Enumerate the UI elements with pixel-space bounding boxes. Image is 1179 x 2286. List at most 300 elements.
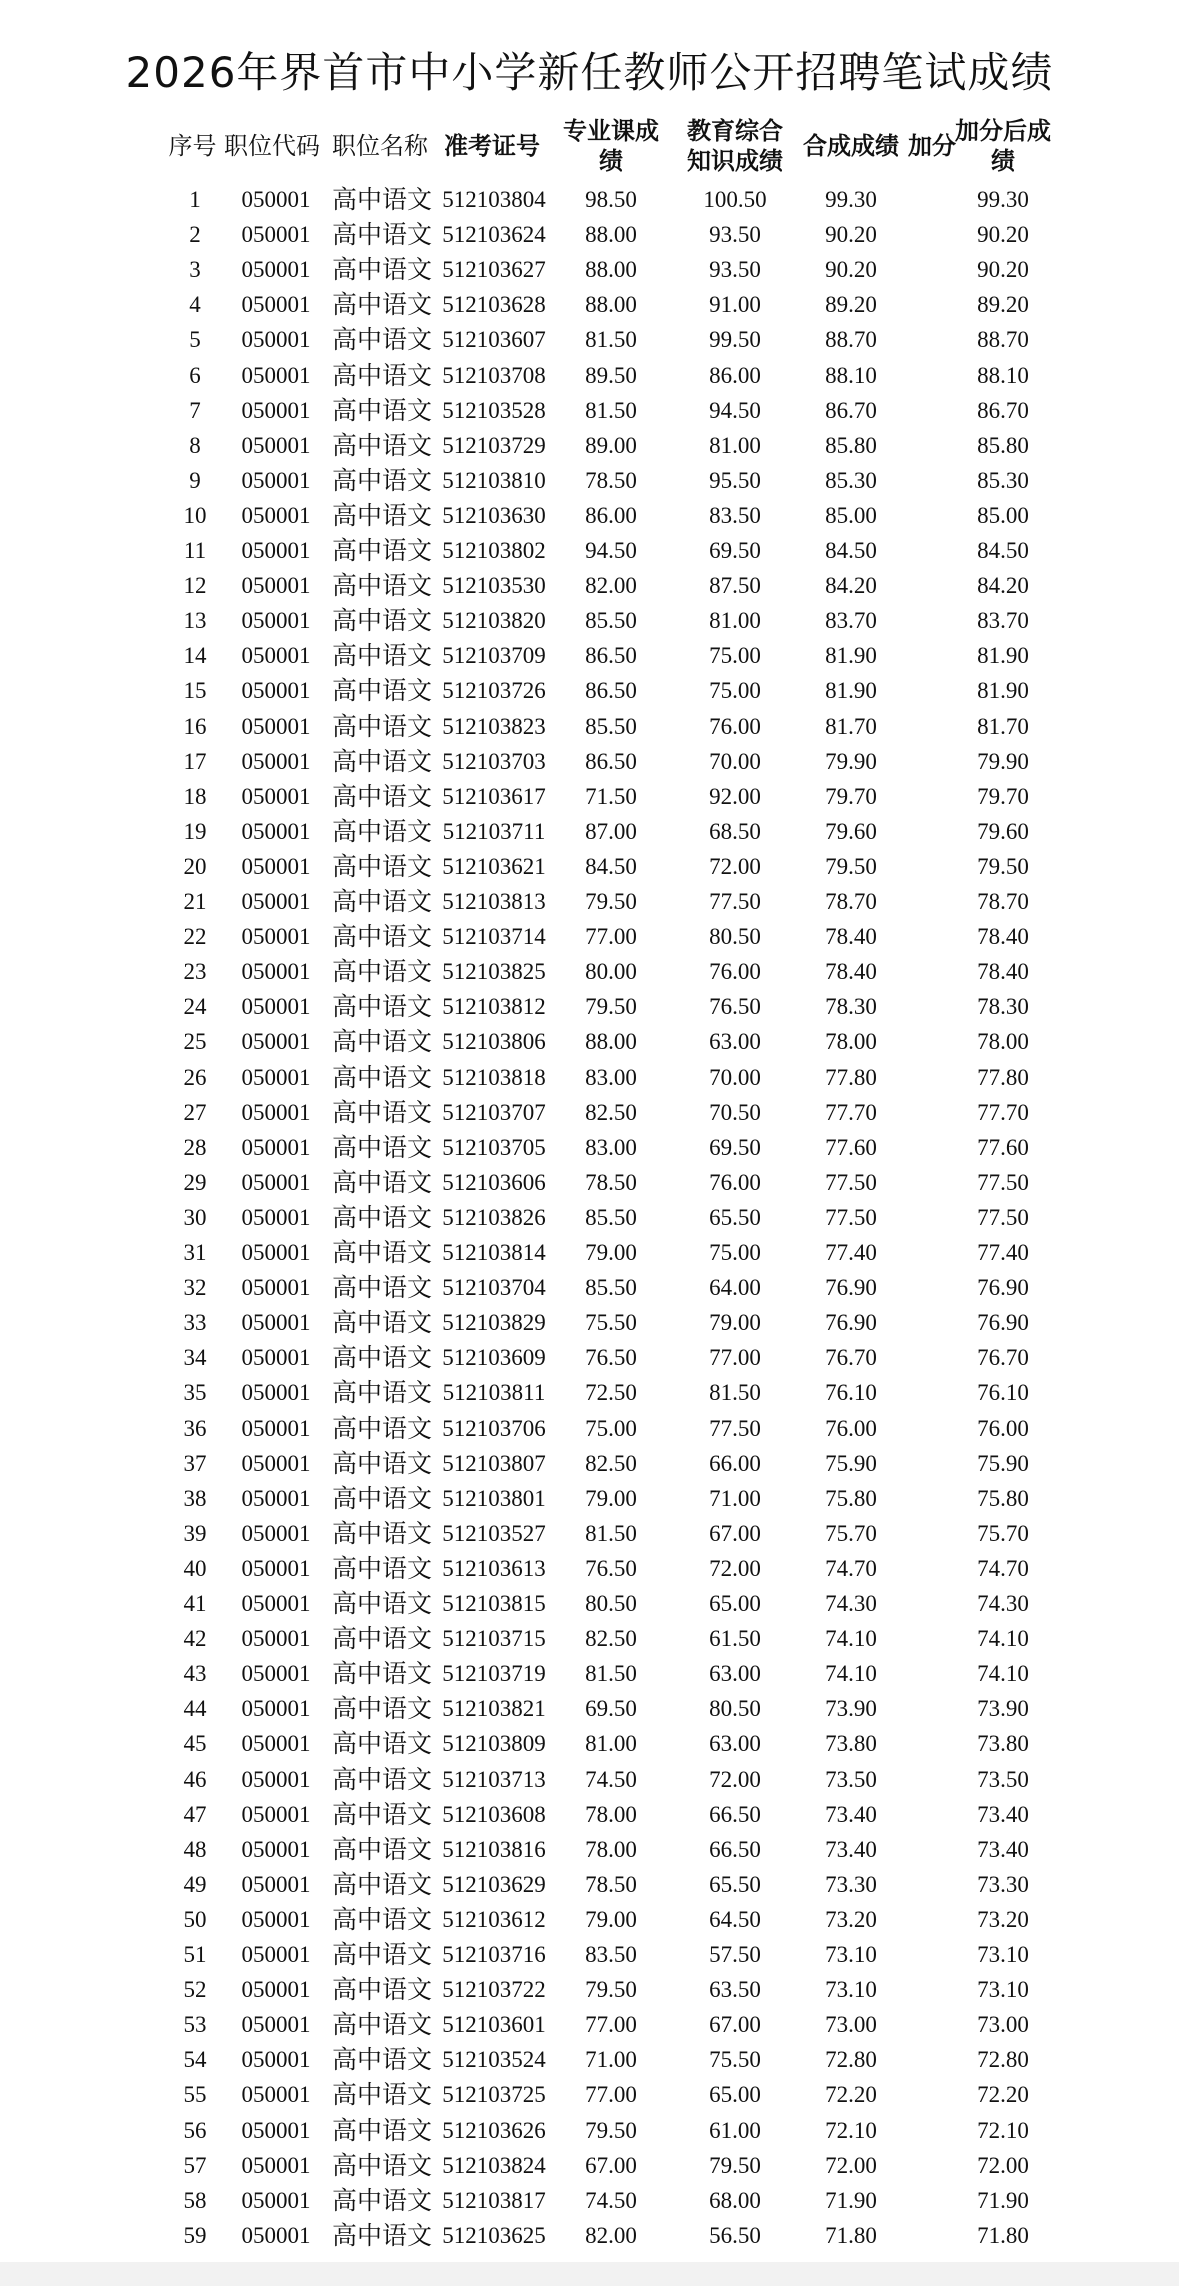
cell-edu-score: 68.50	[709, 818, 761, 844]
cell-job-name: 高中语文	[331, 2115, 432, 2145]
cell-exam-no: 512103713	[442, 1766, 546, 1792]
cell-exam-no: 512103816	[442, 1836, 546, 1862]
cell-job-code: 050001	[241, 2082, 311, 2108]
cell-bonus	[904, 1691, 960, 1726]
cell-job-code: 050001	[241, 608, 311, 634]
cell-bonus	[904, 2218, 960, 2253]
cell-job-name: 高中语文	[331, 711, 432, 741]
cell-edu-score: 75.00	[709, 643, 761, 669]
cell-combined-score: 72.80	[825, 2047, 877, 2073]
cell-final-score: 75.90	[977, 1450, 1029, 1476]
cell-bonus	[904, 1270, 960, 1305]
cell-job-name: 高中语文	[331, 1448, 432, 1478]
cell-major-score: 86.50	[585, 678, 637, 704]
cell-exam-no: 512103801	[442, 1485, 546, 1511]
cell-exam-no: 512103715	[442, 1626, 546, 1652]
cell-job-code: 050001	[241, 1591, 311, 1616]
cell-exam-no: 512103527	[442, 1520, 546, 1546]
cell-job-code: 050001	[241, 889, 311, 914]
cell-job-name: 高中语文	[331, 2220, 432, 2250]
table-row	[0, 568, 1179, 603]
cell-major-score: 81.00	[585, 1731, 637, 1757]
cell-job-code: 050001	[241, 959, 311, 985]
cell-edu-score: 66.50	[709, 1836, 761, 1862]
table-row	[0, 1902, 1179, 1937]
cell-combined-score: 90.20	[825, 257, 877, 283]
cell-major-score: 79.00	[585, 1240, 637, 1265]
cell-major-score: 86.50	[585, 643, 637, 669]
cell-exam-no: 512103708	[442, 362, 546, 388]
cell-edu-score: 67.00	[709, 2012, 761, 2038]
cell-seq: 44	[183, 1696, 207, 1722]
cell-job-code: 050001	[241, 1942, 311, 1967]
cell-seq: 55	[183, 2082, 207, 2108]
cell-job-name: 高中语文	[331, 1132, 432, 1162]
cell-final-score: 79.60	[977, 818, 1029, 844]
cell-seq: 20	[183, 853, 207, 879]
cell-edu-score: 61.50	[709, 1626, 761, 1652]
cell-bonus	[904, 1586, 960, 1621]
cell-job-name: 高中语文	[331, 1343, 432, 1373]
cell-major-score: 76.50	[585, 1345, 637, 1371]
cell-exam-no: 512103617	[442, 783, 546, 809]
cell-combined-score: 75.70	[825, 1520, 877, 1546]
cell-bonus	[904, 1621, 960, 1656]
cell-major-score: 80.50	[585, 1591, 637, 1616]
cell-job-name: 高中语文	[331, 1869, 432, 1899]
cell-edu-score: 63.00	[709, 1661, 761, 1687]
cell-seq: 17	[183, 748, 207, 774]
cell-edu-score: 75.00	[709, 678, 761, 704]
cell-final-score: 75.80	[977, 1485, 1029, 1511]
cell-job-name: 高中语文	[331, 887, 432, 916]
cell-major-score: 82.50	[585, 1099, 637, 1125]
cell-seq: 36	[183, 1415, 207, 1441]
cell-edu-score: 66.50	[709, 1801, 761, 1827]
cell-major-score: 69.50	[585, 1696, 637, 1722]
cell-major-score: 79.50	[585, 2117, 637, 2143]
cell-combined-score: 73.40	[825, 1801, 877, 1827]
cell-edu-score: 86.00	[709, 362, 761, 388]
cell-final-score: 78.40	[977, 924, 1029, 950]
cell-job-code: 050001	[241, 2012, 311, 2038]
table-row	[0, 322, 1179, 357]
cell-job-code: 050001	[241, 1064, 311, 1090]
cell-major-score: 78.00	[585, 1801, 637, 1827]
cell-seq: 15	[183, 678, 207, 704]
cell-seq: 32	[183, 1275, 207, 1301]
cell-bonus	[904, 1937, 960, 1972]
cell-edu-score: 95.50	[709, 467, 761, 493]
cell-major-score: 86.00	[585, 502, 637, 528]
cell-final-score: 73.40	[977, 1801, 1029, 1827]
cell-job-code: 050001	[241, 432, 311, 458]
cell-final-score: 88.10	[977, 362, 1029, 388]
cell-final-score: 85.80	[977, 432, 1029, 458]
cell-job-code: 050001	[241, 1977, 311, 2003]
cell-edu-score: 92.00	[709, 783, 761, 809]
cell-job-code: 050001	[241, 1801, 311, 1827]
table-row	[0, 1024, 1179, 1059]
cell-job-code: 050001	[241, 924, 311, 950]
cell-combined-score: 99.30	[825, 187, 877, 212]
cell-edu-score: 79.50	[709, 2152, 761, 2178]
cell-major-score: 74.50	[585, 1766, 637, 1792]
cell-job-name: 高中语文	[331, 1308, 432, 1338]
cell-edu-score: 83.50	[709, 502, 761, 528]
cell-job-code: 050001	[241, 1485, 311, 1511]
cell-job-code: 050001	[241, 1626, 311, 1652]
cell-final-score: 77.80	[977, 1064, 1029, 1090]
cell-combined-score: 85.30	[825, 467, 877, 493]
cell-major-score: 76.50	[585, 1555, 637, 1581]
cell-seq: 30	[183, 1204, 207, 1230]
table-row	[0, 638, 1179, 673]
cell-combined-score: 72.00	[825, 2152, 877, 2178]
cell-bonus	[904, 2042, 960, 2077]
cell-final-score: 75.70	[977, 1520, 1029, 1546]
cell-final-score: 73.10	[977, 1977, 1029, 2003]
header-final-score: 加分后成绩	[955, 117, 1051, 175]
cell-combined-score: 77.70	[825, 1099, 877, 1125]
cell-exam-no: 512103630	[442, 502, 546, 528]
cell-edu-score: 75.50	[709, 2047, 761, 2073]
cell-seq: 34	[183, 1345, 207, 1371]
cell-job-name: 高中语文	[331, 465, 432, 495]
cell-seq: 13	[183, 608, 207, 634]
cell-major-score: 71.00	[585, 2047, 637, 2073]
cell-job-name: 高中语文	[331, 1238, 432, 1267]
cell-exam-no: 512103607	[442, 327, 546, 353]
cell-seq: 14	[183, 643, 207, 669]
table-row	[0, 1095, 1179, 1130]
cell-combined-score: 81.90	[825, 643, 877, 669]
cell-exam-no: 512103621	[442, 853, 546, 879]
cell-combined-score: 79.90	[825, 748, 877, 774]
cell-seq: 2	[189, 222, 201, 248]
cell-exam-no: 512103729	[442, 432, 546, 458]
cell-combined-score: 76.70	[825, 1345, 877, 1371]
cell-seq: 38	[183, 1485, 207, 1511]
table-row	[0, 989, 1179, 1024]
cell-combined-score: 84.20	[825, 573, 877, 599]
cell-combined-score: 73.20	[825, 1906, 877, 1932]
cell-exam-no: 512103707	[442, 1099, 546, 1125]
cell-seq: 27	[183, 1099, 207, 1125]
cell-exam-no: 512103829	[442, 1310, 546, 1336]
cell-exam-no: 512103711	[442, 818, 546, 844]
cell-bonus	[904, 393, 960, 428]
cell-edu-score: 72.00	[709, 1555, 761, 1581]
cell-final-score: 84.50	[977, 538, 1029, 563]
cell-combined-score: 74.30	[825, 1591, 877, 1616]
table-row	[0, 1972, 1179, 2007]
table-row	[0, 1446, 1179, 1481]
cell-job-code: 050001	[241, 257, 311, 283]
cell-final-score: 77.50	[977, 1204, 1029, 1230]
cell-job-name: 高中语文	[331, 1027, 432, 1057]
cell-job-code: 050001	[241, 327, 311, 353]
cell-job-name: 高中语文	[331, 1764, 432, 1794]
cell-job-name: 高中语文	[331, 851, 432, 881]
cell-combined-score: 77.80	[825, 1064, 877, 1090]
cell-exam-no: 512103804	[442, 187, 546, 212]
cell-major-score: 89.00	[585, 432, 637, 458]
table-row	[0, 1481, 1179, 1516]
cell-job-name: 高中语文	[331, 1097, 432, 1127]
cell-job-name: 高中语文	[331, 1062, 432, 1092]
cell-major-score: 79.50	[585, 994, 637, 1020]
cell-job-name: 高中语文	[331, 500, 432, 530]
cell-seq: 4	[189, 292, 201, 318]
cell-bonus	[904, 217, 960, 252]
cell-major-score: 82.00	[585, 573, 637, 599]
cell-exam-no: 512103705	[442, 1134, 546, 1160]
cell-final-score: 73.20	[977, 1906, 1029, 1932]
table-row	[0, 1762, 1179, 1797]
cell-edu-score: 77.50	[709, 889, 761, 914]
cell-bonus	[904, 1867, 960, 1902]
cell-major-score: 75.00	[585, 1415, 637, 1441]
cell-final-score: 71.90	[977, 2187, 1029, 2213]
cell-exam-no: 512103821	[442, 1696, 546, 1722]
cell-job-code: 050001	[241, 1204, 311, 1230]
cell-exam-no: 512103601	[442, 2012, 546, 2038]
cell-job-code: 050001	[241, 1345, 311, 1371]
cell-final-score: 74.30	[977, 1591, 1029, 1616]
cell-job-name: 高中语文	[331, 1553, 432, 1583]
cell-final-score: 73.90	[977, 1696, 1029, 1722]
cell-exam-no: 512103802	[442, 538, 546, 563]
cell-final-score: 71.80	[977, 2222, 1029, 2248]
cell-job-name: 高中语文	[331, 2185, 432, 2215]
cell-bonus	[904, 814, 960, 849]
cell-job-name: 高中语文	[331, 1834, 432, 1864]
cell-exam-no: 512103810	[442, 467, 546, 493]
cell-bonus	[904, 603, 960, 638]
cell-combined-score: 79.70	[825, 783, 877, 809]
cell-final-score: 84.20	[977, 573, 1029, 599]
cell-major-score: 75.50	[585, 1310, 637, 1336]
cell-combined-score: 78.00	[825, 1029, 877, 1055]
cell-exam-no: 512103608	[442, 1801, 546, 1827]
cell-edu-score: 70.00	[709, 748, 761, 774]
cell-major-score: 83.50	[585, 1942, 637, 1967]
cell-bonus	[904, 1762, 960, 1797]
cell-job-code: 050001	[241, 1520, 311, 1546]
cell-exam-no: 512103719	[442, 1661, 546, 1687]
cell-job-code: 050001	[241, 1240, 311, 1265]
cell-final-score: 76.10	[977, 1380, 1029, 1406]
cell-job-name: 高中语文	[331, 1518, 432, 1548]
cell-combined-score: 71.80	[825, 2222, 877, 2248]
cell-edu-score: 93.50	[709, 257, 761, 283]
cell-final-score: 77.60	[977, 1134, 1029, 1160]
cell-job-name: 高中语文	[331, 220, 432, 250]
cell-final-score: 73.40	[977, 1836, 1029, 1862]
cell-exam-no: 512103807	[442, 1450, 546, 1476]
cell-seq: 10	[183, 502, 207, 528]
table-row	[0, 1726, 1179, 1761]
cell-edu-score: 91.00	[709, 292, 761, 318]
cell-exam-no: 512103809	[442, 1731, 546, 1757]
cell-major-score: 72.50	[585, 1380, 637, 1406]
cell-edu-score: 81.00	[709, 608, 761, 634]
table-row	[0, 2007, 1179, 2042]
cell-seq: 57	[183, 2152, 207, 2178]
cell-final-score: 73.30	[977, 1871, 1029, 1897]
cell-bonus	[904, 1516, 960, 1551]
document-title: 2026年界首市中小学新任教师公开招聘笔试成绩	[125, 48, 1054, 97]
cell-exam-no: 512103530	[442, 573, 546, 599]
cell-major-score: 81.50	[585, 327, 637, 353]
cell-job-code: 050001	[241, 1169, 311, 1195]
cell-seq: 58	[183, 2187, 207, 2213]
cell-edu-score: 77.50	[709, 1415, 761, 1441]
cell-bonus	[904, 779, 960, 814]
cell-job-code: 050001	[241, 713, 311, 739]
table-row	[0, 1340, 1179, 1375]
cell-seq: 5	[189, 327, 201, 353]
cell-bonus	[904, 1481, 960, 1516]
cell-job-code: 050001	[241, 1661, 311, 1687]
cell-edu-score: 75.00	[709, 1240, 761, 1265]
cell-major-score: 78.50	[585, 1871, 637, 1897]
cell-job-code: 050001	[241, 1099, 311, 1125]
table-row	[0, 919, 1179, 954]
cell-seq: 54	[183, 2047, 207, 2073]
table-row	[0, 1867, 1179, 1902]
cell-combined-score: 74.10	[825, 1626, 877, 1652]
table-row	[0, 2183, 1179, 2218]
cell-final-score: 77.50	[977, 1169, 1029, 1195]
cell-job-name: 高中语文	[331, 992, 432, 1022]
cell-combined-score: 85.00	[825, 502, 877, 528]
cell-combined-score: 73.00	[825, 2012, 877, 2038]
header-job-name: 职位名称	[332, 132, 428, 160]
cell-edu-score: 71.00	[709, 1485, 761, 1511]
cell-combined-score: 79.60	[825, 818, 877, 844]
cell-combined-score: 74.10	[825, 1661, 877, 1687]
cell-final-score: 76.90	[977, 1310, 1029, 1336]
cell-exam-no: 512103826	[442, 1204, 546, 1230]
table-row	[0, 1060, 1179, 1095]
cell-combined-score: 73.10	[825, 1977, 877, 2003]
cell-exam-no: 512103528	[442, 397, 546, 423]
cell-final-score: 78.30	[977, 994, 1029, 1020]
cell-combined-score: 71.90	[825, 2187, 877, 2213]
cell-exam-no: 512103818	[442, 1064, 546, 1090]
cell-edu-score: 65.00	[709, 2082, 761, 2108]
cell-bonus	[904, 498, 960, 533]
cell-bonus	[904, 1340, 960, 1375]
cell-final-score: 76.00	[977, 1415, 1029, 1441]
cell-exam-no: 512103714	[442, 924, 546, 950]
cell-edu-score: 64.00	[709, 1275, 761, 1301]
cell-combined-score: 81.70	[825, 713, 877, 739]
cell-bonus	[904, 1656, 960, 1691]
table-row	[0, 393, 1179, 428]
cell-final-score: 72.00	[977, 2152, 1029, 2178]
cell-seq: 22	[183, 924, 207, 950]
cell-job-name: 高中语文	[331, 1413, 432, 1443]
cell-seq: 6	[189, 362, 201, 388]
cell-job-code: 050001	[241, 2152, 311, 2178]
cell-edu-score: 67.00	[709, 1520, 761, 1546]
cell-job-code: 050001	[241, 573, 311, 599]
cell-exam-no: 512103524	[442, 2047, 546, 2073]
cell-major-score: 88.00	[585, 257, 637, 283]
cell-edu-score: 80.50	[709, 1696, 761, 1722]
cell-seq: 29	[183, 1169, 207, 1195]
cell-seq: 11	[183, 538, 207, 563]
cell-combined-score: 73.10	[825, 1942, 877, 1967]
cell-bonus	[904, 358, 960, 393]
cell-job-code: 050001	[241, 1134, 311, 1160]
cell-edu-score: 63.50	[709, 1977, 761, 2003]
cell-job-name: 高中语文	[331, 1378, 432, 1408]
cell-final-score: 72.10	[977, 2117, 1029, 2143]
table-row	[0, 428, 1179, 463]
cell-job-name: 高中语文	[331, 2045, 432, 2075]
cell-combined-score: 72.20	[825, 2082, 877, 2108]
cell-major-score: 85.50	[585, 1275, 637, 1301]
cell-job-name: 高中语文	[331, 957, 432, 987]
cell-seq: 51	[183, 1942, 207, 1967]
cell-job-code: 050001	[241, 1696, 311, 1722]
cell-exam-no: 512103706	[442, 1415, 546, 1441]
cell-exam-no: 512103726	[442, 678, 546, 704]
cell-bonus	[904, 1797, 960, 1832]
cell-exam-no: 512103824	[442, 2152, 546, 2178]
cell-seq: 25	[183, 1029, 207, 1055]
cell-exam-no: 512103606	[442, 1169, 546, 1195]
cell-job-code: 050001	[241, 397, 311, 423]
cell-bonus	[904, 1305, 960, 1340]
cell-edu-score: 66.00	[709, 1450, 761, 1476]
bottom-edge	[0, 2262, 1179, 2286]
cell-seq: 24	[183, 994, 207, 1020]
cell-exam-no: 512103825	[442, 959, 546, 985]
cell-seq: 19	[183, 818, 207, 844]
table-row	[0, 1797, 1179, 1832]
cell-bonus	[904, 2007, 960, 2042]
cell-job-code: 050001	[241, 1906, 311, 1932]
cell-bonus	[904, 2148, 960, 2183]
cell-job-name: 高中语文	[331, 2010, 432, 2040]
cell-exam-no: 512103806	[442, 1029, 546, 1055]
cell-final-score: 81.90	[977, 678, 1029, 704]
cell-bonus	[904, 1095, 960, 1130]
cell-combined-score: 77.50	[825, 1204, 877, 1230]
cell-job-name: 高中语文	[331, 290, 432, 320]
cell-job-code: 050001	[241, 292, 311, 318]
cell-exam-no: 512103609	[442, 1345, 546, 1371]
cell-combined-score: 78.30	[825, 994, 877, 1020]
cell-major-score: 83.00	[585, 1064, 637, 1090]
cell-final-score: 88.70	[977, 327, 1029, 353]
cell-exam-no: 512103815	[442, 1591, 546, 1616]
cell-combined-score: 89.20	[825, 292, 877, 318]
cell-major-score: 78.50	[585, 467, 637, 493]
cell-final-score: 83.70	[977, 608, 1029, 634]
cell-final-score: 99.30	[977, 187, 1029, 212]
cell-combined-score: 78.70	[825, 889, 877, 914]
cell-bonus	[904, 884, 960, 919]
cell-final-score: 79.50	[977, 853, 1029, 879]
cell-bonus	[904, 287, 960, 322]
cell-seq: 16	[183, 713, 207, 739]
